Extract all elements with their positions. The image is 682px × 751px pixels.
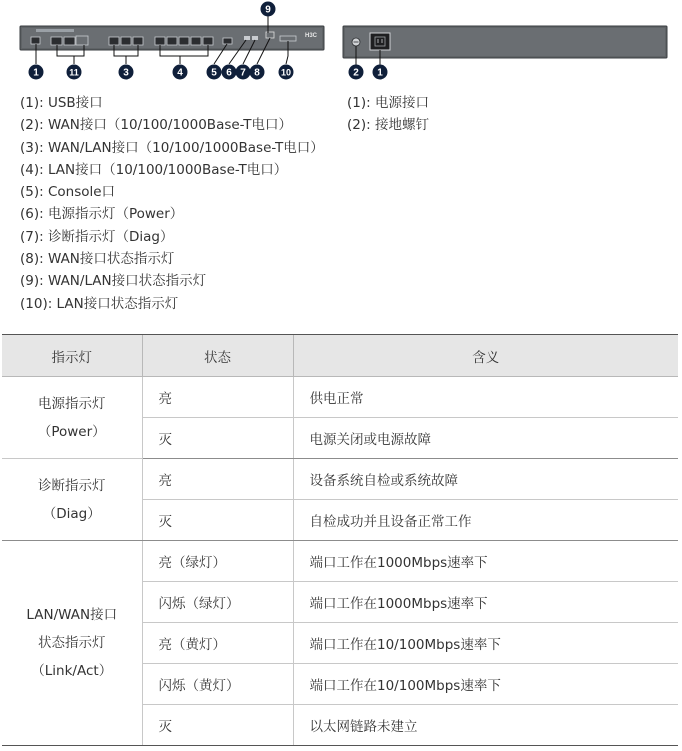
legend-item: (7): 诊断指示灯（Diag） — [20, 228, 174, 245]
indicator-subname: （Diag） — [42, 505, 101, 522]
rear-callouts — [349, 65, 388, 80]
power-socket-icon — [370, 33, 390, 50]
table-row — [2, 459, 678, 500]
meaning-cell: 以太网链路未建立 — [293, 705, 678, 746]
meaning-cell: 端口工作在1000Mbps速率下 — [293, 541, 678, 582]
callout-7: 7 — [240, 67, 246, 79]
legend-item: (1): USB接口 — [20, 95, 103, 111]
rear-panel-diagram — [340, 20, 670, 84]
indicator-cell — [2, 377, 142, 459]
callout-8: 8 — [254, 67, 260, 79]
wan-lan-ports-icon — [109, 37, 143, 45]
legend-item: (10): LAN接口状态指示灯 — [20, 295, 179, 312]
indicator-cell — [2, 459, 142, 541]
indicator-subname: （Link/Act） — [31, 663, 113, 679]
state-cell: 亮（黄灯） — [142, 623, 293, 664]
front-panel-diagram — [14, 0, 334, 84]
usb-port-icon — [31, 37, 40, 44]
table-header-row — [2, 335, 678, 377]
state-cell: 闪烁（黄灯） — [142, 664, 293, 705]
rear-callout-2: 2 — [353, 67, 359, 79]
meaning-cell: 端口工作在10/100Mbps速率下 — [293, 623, 678, 664]
table-row — [2, 377, 678, 418]
rear-callout-1: 1 — [377, 67, 383, 79]
indicator-name: LAN/WAN接口 — [26, 607, 118, 623]
indicator-name: 诊断指示灯 — [38, 477, 106, 494]
header-meaning: 含义 — [293, 335, 678, 377]
state-cell: 亮 — [142, 377, 293, 418]
state-cell: 灭 — [142, 500, 293, 541]
state-cell: 灭 — [142, 418, 293, 459]
indicator-subname: （Power） — [37, 423, 106, 440]
callout-10: 10 — [280, 67, 292, 78]
indicator-subname: 状态指示灯 — [38, 635, 106, 651]
callout-6: 6 — [226, 67, 232, 79]
console-port-icon — [223, 38, 232, 44]
callout-1: 1 — [33, 67, 39, 79]
front-panel-logo: H3C — [304, 33, 318, 39]
callout-5: 5 — [211, 67, 217, 79]
meaning-cell: 自检成功并且设备正常工作 — [293, 500, 678, 541]
legend-item: (6): 电源指示灯（Power） — [20, 206, 184, 223]
state-cell: 闪烁（绿灯） — [142, 582, 293, 623]
callout-11: 11 — [69, 67, 79, 78]
indicator-name: 电源指示灯 — [38, 395, 106, 412]
led-status-table — [2, 334, 678, 746]
meaning-cell: 设备系统自检或系统故障 — [293, 459, 678, 500]
state-cell: 亮（绿灯） — [142, 541, 293, 582]
indicator-cell — [2, 541, 142, 746]
state-cell: 亮 — [142, 459, 293, 500]
callout-9: 9 — [265, 4, 271, 16]
legend-item: (9): WAN/LAN接口状态指示灯 — [20, 273, 207, 290]
legend-item: (4): LAN接口（10/100/1000Base-T电口） — [20, 161, 288, 178]
meaning-cell: 端口工作在1000Mbps速率下 — [293, 582, 678, 623]
header-state: 状态 — [142, 335, 293, 377]
legend-item: (5): Console口 — [20, 184, 116, 201]
legend-item: (2): 接地螺钉 — [347, 117, 429, 134]
meaning-cell: 电源关闭或电源故障 — [293, 418, 678, 459]
legend-item: (1): 电源接口 — [347, 95, 429, 111]
rear-panel-legend — [347, 92, 429, 137]
header-indicator: 指示灯 — [2, 335, 142, 377]
state-cell: 灭 — [142, 705, 293, 746]
table-row — [2, 541, 678, 582]
grounding-screw-icon — [352, 38, 360, 46]
callout-3: 3 — [123, 67, 129, 79]
front-panel-legend — [20, 92, 324, 315]
callout-4: 4 — [177, 67, 183, 79]
meaning-cell: 端口工作在10/100Mbps速率下 — [293, 664, 678, 705]
legend-item: (8): WAN接口状态指示灯 — [20, 251, 175, 268]
lan-ports-icon — [155, 37, 213, 45]
legend-item: (3): WAN/LAN接口（10/100/1000Base-T电口） — [20, 139, 324, 156]
legend-item: (2): WAN接口（10/100/1000Base-T电口） — [20, 117, 293, 134]
meaning-cell: 供电正常 — [293, 377, 678, 418]
